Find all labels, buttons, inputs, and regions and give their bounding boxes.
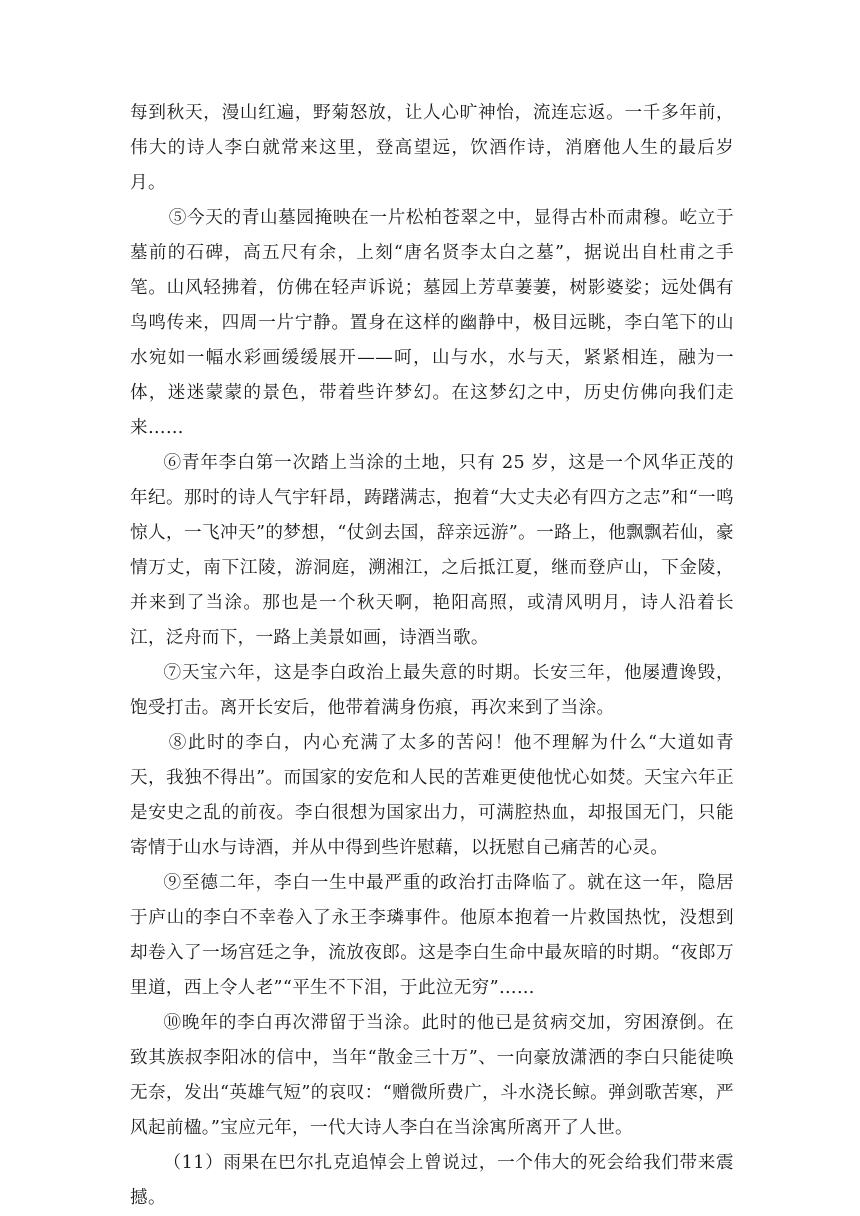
paragraph-8-inner-anguish: ⑧此时的李白，内心充满了太多的苦闷！他不理解为什么“大道如青天，我独不得出”。而国家的安危和人民的苦难更使他忧心如焚。天宝六年正是安史之乱的前夜。李白很想为国家出力，可满腔热血，却报国无门，只能寄情于山水与诗酒，并从中得到些许慰藉，以抚慰自己痛苦的心灵。 bbox=[130, 733, 734, 858]
paragraph-11-hugo: （11）雨果在巴尔扎克追悼会上曾说过，一个伟大的死会给我们带来震撼。 bbox=[130, 1153, 734, 1208]
paragraph-10-late-years: ⑩晚年的李白再次滞留于当涂。此时的他已是贫病交加，穷困潦倒。在致其族叔李阳冰的信中，当年“散金三十万”、一向豪放潇洒的李白只能徒唤无奈，发出“英雄气短”的哀叹：“赠微所费广，斗水浇长鲸。弹剑歌苦寒，严风起前楹。”宝应元年，一代大诗人李白在当涂寓所离开了人世。 bbox=[130, 1013, 734, 1138]
document-page bbox=[130, 96, 734, 1216]
paragraph-5-cemetery: ⑤今天的青山墓园掩映在一片松柏苍翠之中，显得古朴而肃穆。屹立于墓前的石碑，高五尺有余，上刻“唐名贤李太白之墓”，据说出自杜甫之手笔。山风轻拂着，仿佛在轻声诉说；墓园上芳草萋萋，树影婆娑；远处偶有鸟鸣传来，四周一片宁静。置身在这样的幽静中，极目远眺，李白笔下的山水宛如一幅水彩画缓缓展开——呵，山与水，水与天，紧紧相连，融为一体，迷迷蒙蒙的景色，带着些许梦幻。在这梦幻之中，历史仿佛向我们走来…… bbox=[130, 208, 734, 438]
paragraph-autumn-scenery: 每到秋天，漫山红遍，野菊怒放，让人心旷神怡，流连忘返。一千多年前，伟大的诗人李白就常来这里，登高望远，饮酒作诗，消磨他人生的最后岁月。 bbox=[130, 103, 734, 193]
paragraph-7-tianbao-six: ⑦天宝六年，这是李白政治上最失意的时期。长安三年，他屡遭谗毁，饱受打击。离开长安后，他带着满身伤痕，再次来到了当涂。 bbox=[130, 663, 734, 718]
paragraph-9-zhide-two: ⑨至德二年，李白一生中最严重的政治打击降临了。就在这一年，隐居于庐山的李白不幸卷入了永王李璘事件。他原本抱着一片救国热忱，没想到却卷入了一场宫廷之争，流放夜郎。这是李白生命中最灰暗的时期。“夜郎万里道，西上令人老”“平生不下泪，于此泣无穷”…… bbox=[130, 873, 734, 998]
paragraph-6-young-li-bai: ⑥青年李白第一次踏上当涂的土地，只有 25 岁，这是一个风华正茂的年纪。那时的诗人气宇轩昂，踌躇满志，抱着“大丈夫必有四方之志”和“一鸣惊人，一飞冲天”的梦想，“仗剑去国，辞亲远游”。一路上，他飘飘若仙，豪情万丈，南下江陵，游洞庭，溯湘江，之后抵江夏，继而登庐山，下金陵，并来到了当涂。那也是一个秋天啊，艳阳高照，或清风明月，诗人沿着长江，泛舟而下，一路上美景如画，诗酒当歌。 bbox=[130, 453, 734, 648]
